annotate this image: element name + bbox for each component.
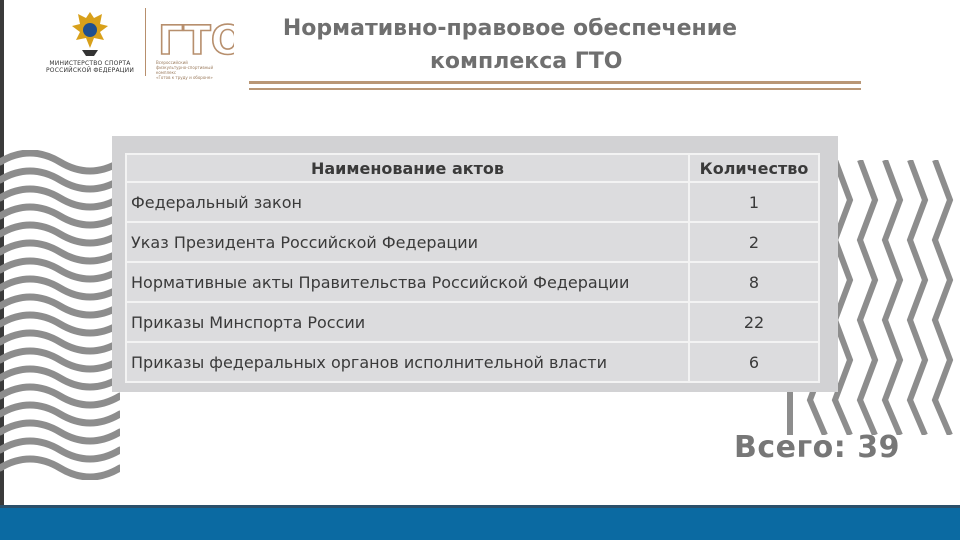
header-quantity: Количество xyxy=(689,154,819,182)
eagle-emblem-icon xyxy=(68,8,112,58)
table-row xyxy=(126,182,819,222)
table-header-row xyxy=(126,154,819,182)
total-count: Всего: 39 xyxy=(734,430,900,465)
gto-mark-text: ГТО xyxy=(158,18,234,58)
gto-text-line2: физкультурно-спортивный комплекс xyxy=(156,65,214,75)
quantity-cell: 6 xyxy=(689,342,819,382)
title-rule-bottom xyxy=(249,88,861,90)
title-line2: комплекса ГТО xyxy=(430,49,623,74)
quantity-cell: 2 xyxy=(689,222,819,262)
act-name-cell: Приказы Минспорта России xyxy=(126,302,689,342)
acts-table-frame xyxy=(112,136,838,392)
quantity-cell: 22 xyxy=(689,302,819,342)
quantity-cell: 8 xyxy=(689,262,819,302)
logo-divider xyxy=(145,8,146,76)
gto-logo xyxy=(156,14,234,78)
footer-band xyxy=(0,505,960,540)
slide-title xyxy=(260,12,760,78)
table-row xyxy=(126,302,819,342)
title-line1: Нормативно-правовое обеспечение xyxy=(282,16,738,41)
gto-logo-mark xyxy=(156,14,234,58)
table-row xyxy=(126,262,819,302)
ministry-name-line2: РОССИЙСКОЙ ФЕДЕРАЦИИ xyxy=(45,67,135,74)
header-act-name: Наименование актов xyxy=(126,154,689,182)
ministry-logo xyxy=(40,8,140,80)
acts-table xyxy=(125,153,820,383)
gto-text-line1: Всероссийский xyxy=(156,60,188,65)
act-name-cell: Нормативные акты Правительства Российской Федерации xyxy=(126,262,689,302)
wave-pattern-left xyxy=(0,150,120,480)
act-name-cell: Приказы федеральных органов исполнительной власти xyxy=(126,342,689,382)
act-name-cell: Федеральный закон xyxy=(126,182,689,222)
act-name-cell: Указ Президента Российской Федерации xyxy=(126,222,689,262)
gto-text-line3: «Готов к труду и обороне» xyxy=(156,75,213,80)
ministry-name-line1: МИНИСТЕРСТВО СПОРТА xyxy=(49,60,131,67)
quantity-cell: 1 xyxy=(689,182,819,222)
table-row xyxy=(126,222,819,262)
title-rule-top xyxy=(249,81,861,84)
table-row xyxy=(126,342,819,382)
